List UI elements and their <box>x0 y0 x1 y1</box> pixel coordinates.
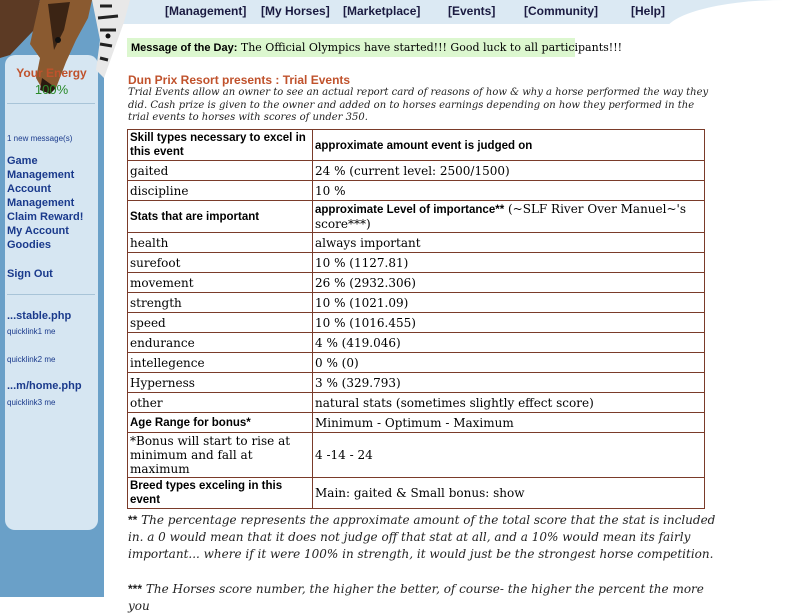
sidebar-link-account-management[interactable]: Account Management <box>7 183 75 209</box>
table-cell-label: *Bonus will start to rise at minimum and fall at maximum <box>128 433 313 478</box>
table-row <box>128 130 705 161</box>
nav-community[interactable]: [Community] <box>524 4 598 18</box>
table-cell-label: discipline <box>128 181 313 201</box>
table-cell-value <box>313 130 705 161</box>
energy-value: 100% <box>34 82 69 97</box>
footnote-text: The Horses score number, the higher the better, of course- the higher the percent the more you <box>128 582 704 613</box>
table-row <box>128 201 705 233</box>
table-cell-value-text: 4 -14 - 24 <box>315 448 373 462</box>
table-cell-value-text: 10 % (1021.09) <box>315 295 409 310</box>
table-row <box>128 373 705 393</box>
nav-management[interactable]: [Management] <box>165 4 247 18</box>
table-cell-value <box>313 253 705 273</box>
table-cell-value-text: 4 % (419.046) <box>315 335 401 350</box>
table-cell-value <box>313 413 705 433</box>
table-row <box>128 273 705 293</box>
table-row <box>128 181 705 201</box>
table-cell-value-text: approximate amount event is judged on <box>315 139 533 152</box>
table-row <box>128 433 705 478</box>
table-row <box>128 353 705 373</box>
table-cell-value <box>313 478 705 509</box>
table-cell-value <box>313 433 705 478</box>
sidebar-link-claim-reward[interactable]: Claim Reward! <box>7 211 84 223</box>
sidebar-link-my-account-goodies[interactable]: My Account Goodies <box>7 225 69 251</box>
table-row <box>128 233 705 253</box>
energy-box <box>5 66 98 97</box>
table-cell-label: Hyperness <box>128 373 313 393</box>
quicklink-2-label[interactable]: quicklink2 me <box>7 355 56 364</box>
new-messages-link[interactable]: 1 new message(s) <box>7 134 73 143</box>
table-cell-value <box>313 181 705 201</box>
quicklink-3-title[interactable]: ...m/home.php <box>7 380 82 392</box>
table-cell-label: Stats that are important <box>128 201 313 233</box>
table-cell-label: gaited <box>128 161 313 181</box>
table-cell-value-text: 24 % (current level: 2500/1500) <box>315 163 510 178</box>
sidebar-divider <box>7 103 95 104</box>
nav-events[interactable]: [Events] <box>448 4 496 18</box>
table-cell-label: endurance <box>128 333 313 353</box>
table-row <box>128 413 705 433</box>
table-cell-value <box>313 293 705 313</box>
table-cell-value-text: 10 % (1127.81) <box>315 255 409 270</box>
table-cell-value-text: always important <box>315 235 421 250</box>
footnote-stars: *** <box>128 582 143 596</box>
table-cell-value <box>313 373 705 393</box>
sign-out-link[interactable]: Sign Out <box>7 268 53 280</box>
nav-my-horses[interactable]: [My Horses] <box>261 4 330 18</box>
table-row <box>128 293 705 313</box>
table-cell-value-text: approximate Level of importance** <box>315 204 505 216</box>
table-cell-value-text: 10 % (1016.455) <box>315 315 416 330</box>
footnote-stars: ** <box>128 513 138 527</box>
table-cell-label: Breed types exceling in this event <box>128 478 313 509</box>
table-cell-label: speed <box>128 313 313 333</box>
table-row <box>128 313 705 333</box>
table-cell-label: movement <box>128 273 313 293</box>
table-cell-value-text: natural stats (sometimes slightly effect score) <box>315 395 594 410</box>
table-cell-value <box>313 273 705 293</box>
table-row <box>128 393 705 413</box>
table-cell-label: other <box>128 393 313 413</box>
table-cell-label: Skill types necessary to excel in this event <box>128 130 313 161</box>
quicklink-3-label[interactable]: quicklink3 me <box>7 398 56 407</box>
nav-help[interactable]: [Help] <box>631 4 665 18</box>
table-cell-label: intellegence <box>128 353 313 373</box>
table-cell-value <box>313 201 705 233</box>
table-cell-value <box>313 161 705 181</box>
table-cell-value-text: 26 % (2932.306) <box>315 275 416 290</box>
motd-label: Message of the Day: <box>131 42 238 54</box>
table-row <box>128 478 705 509</box>
table-cell-value-text: 0 % (0) <box>315 355 359 370</box>
table-cell-value <box>313 233 705 253</box>
table-cell-value <box>313 313 705 333</box>
table-cell-label: surefoot <box>128 253 313 273</box>
sidebar-divider <box>7 294 95 295</box>
intro-text: Trial Events allow an owner to see an actual report card of reasons of how & why a horse performed the way they did. Cash prize is given to the owner and added on to horses earnings depending on how they performed in the trial events to horses with scores of under 350. <box>128 87 709 123</box>
table-cell-value-extra: (~SLF River Over Manuel~'s score***) <box>315 202 686 231</box>
footnote-text: The percentage represents the approximate amount of the total score that the stat is included in. a 0 would mean that it does not judge off that stat at all, and a 10% would mean its fairly important... where if it were 100% in strength, it would just be the strongest horse competition. <box>128 513 716 561</box>
table-cell-value <box>313 353 705 373</box>
sidebar-panel <box>5 55 98 530</box>
table-cell-label: strength <box>128 293 313 313</box>
table-cell-value <box>313 333 705 353</box>
message-of-the-day <box>127 38 623 57</box>
page-title: Dun Prix Resort presents : Trial Events <box>128 73 351 87</box>
trial-events-table <box>127 129 705 509</box>
table-cell-value-text: Main: gaited & Small bonus: show <box>315 486 525 500</box>
table-cell-label: Age Range for bonus* <box>128 413 313 433</box>
energy-label: Your Energy <box>16 66 87 80</box>
motd-text: The Official Olympics have started!!! Good luck to all participants!!! <box>237 41 623 54</box>
quicklink-1-title[interactable]: ...stable.php <box>7 310 72 322</box>
nav-marketplace[interactable]: [Marketplace] <box>343 4 421 18</box>
table-cell-value-text: 10 % <box>315 183 346 198</box>
table-cell-value-text: Minimum - Optimum - Maximum <box>315 415 514 430</box>
table-row <box>128 161 705 181</box>
table-cell-value <box>313 393 705 413</box>
top-nav-curve <box>664 0 800 34</box>
table-row <box>128 333 705 353</box>
sidebar-link-game-management[interactable]: Game Management <box>7 155 75 181</box>
footnote-score <box>128 581 718 615</box>
table-cell-value-text: 3 % (329.793) <box>315 375 401 390</box>
table-row <box>128 253 705 273</box>
quicklink-1-label[interactable]: quicklink1 me <box>7 327 56 336</box>
table-cell-label: health <box>128 233 313 253</box>
footnote-percentage <box>128 512 718 563</box>
